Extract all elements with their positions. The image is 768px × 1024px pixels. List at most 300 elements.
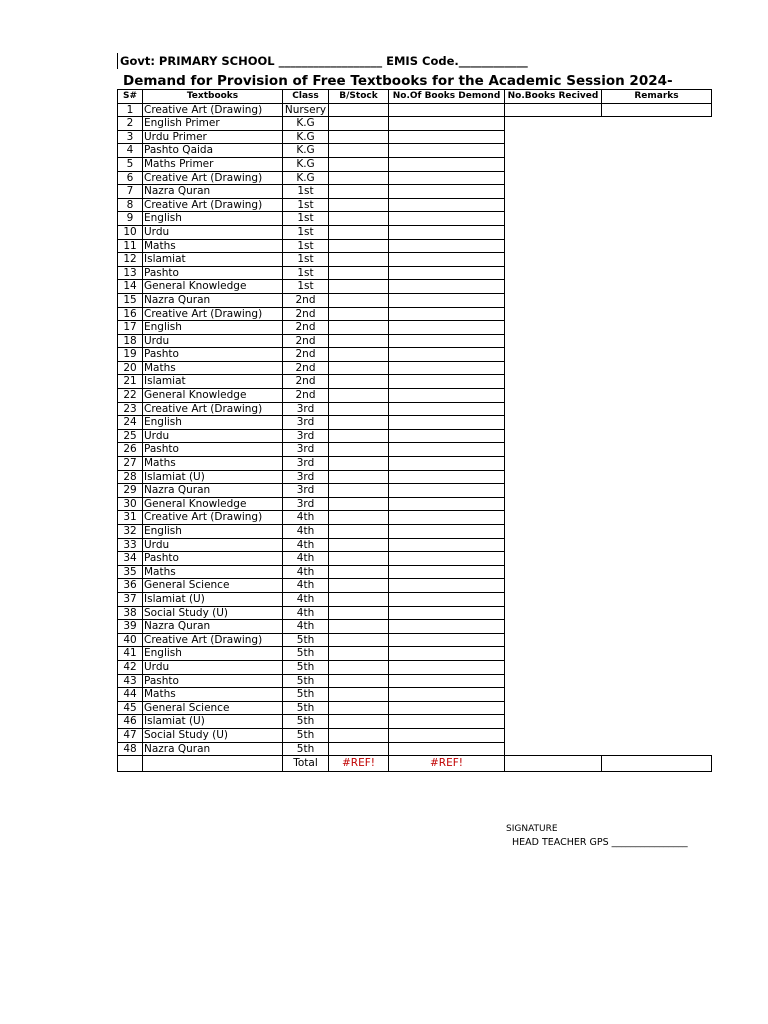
- col-header-textbooks: Textbooks: [143, 90, 283, 104]
- row-demand-cell[interactable]: [389, 647, 505, 661]
- row-demand-cell[interactable]: [389, 103, 505, 117]
- row-received-cell[interactable]: [505, 117, 602, 131]
- row-demand-cell[interactable]: [389, 307, 505, 321]
- row-received-cell[interactable]: [505, 171, 602, 185]
- table-row: [118, 470, 712, 484]
- row-remarks-cell[interactable]: [602, 497, 712, 511]
- table-row: [118, 457, 712, 471]
- row-received-cell[interactable]: [505, 443, 602, 457]
- row-bstock-cell[interactable]: [329, 361, 389, 375]
- row-bstock-cell[interactable]: [329, 185, 389, 199]
- row-bstock-cell[interactable]: [329, 144, 389, 158]
- textbook-demand-table: [117, 89, 712, 772]
- row-class: 4th: [283, 511, 329, 525]
- row-class: Nursery: [283, 103, 329, 117]
- row-received-cell[interactable]: [505, 361, 602, 375]
- row-demand-cell[interactable]: [389, 525, 505, 539]
- row-class: 1st: [283, 239, 329, 253]
- row-received-cell[interactable]: [505, 389, 602, 403]
- row-bstock-cell[interactable]: [329, 212, 389, 226]
- row-class: 1st: [283, 212, 329, 226]
- row-demand-cell[interactable]: [389, 198, 505, 212]
- row-textbook: Creative Art (Drawing): [143, 198, 283, 212]
- row-sn: 14: [118, 280, 143, 294]
- row-received-cell[interactable]: [505, 579, 602, 593]
- table-row: [118, 130, 712, 144]
- row-sn: 16: [118, 307, 143, 321]
- row-textbook: Maths: [143, 361, 283, 375]
- row-remarks-cell[interactable]: [602, 728, 712, 742]
- table-row: [118, 606, 712, 620]
- row-demand-cell[interactable]: [389, 130, 505, 144]
- row-received-cell[interactable]: [505, 592, 602, 606]
- row-remarks-cell[interactable]: [602, 633, 712, 647]
- row-bstock-cell[interactable]: [329, 130, 389, 144]
- row-received-cell[interactable]: [505, 225, 602, 239]
- row-remarks-cell[interactable]: [602, 266, 712, 280]
- row-remarks-cell[interactable]: [602, 688, 712, 702]
- row-demand-cell[interactable]: [389, 470, 505, 484]
- row-demand-cell[interactable]: [389, 416, 505, 430]
- row-class: 4th: [283, 606, 329, 620]
- row-bstock-cell[interactable]: [329, 416, 389, 430]
- row-received-cell[interactable]: [505, 253, 602, 267]
- row-remarks-cell[interactable]: [602, 307, 712, 321]
- row-bstock-cell[interactable]: [329, 470, 389, 484]
- row-class: 5th: [283, 701, 329, 715]
- row-class: 5th: [283, 647, 329, 661]
- row-bstock-cell[interactable]: [329, 253, 389, 267]
- table-row: [118, 389, 712, 403]
- row-sn: 47: [118, 728, 143, 742]
- row-bstock-cell[interactable]: [329, 171, 389, 185]
- row-received-cell[interactable]: [505, 715, 602, 729]
- table-row: [118, 239, 712, 253]
- row-class: 1st: [283, 198, 329, 212]
- row-received-cell[interactable]: [505, 742, 602, 756]
- table-row: [118, 701, 712, 715]
- row-class: 3rd: [283, 470, 329, 484]
- row-remarks-cell[interactable]: [602, 443, 712, 457]
- row-demand-cell[interactable]: [389, 565, 505, 579]
- row-class: 1st: [283, 185, 329, 199]
- row-bstock-cell[interactable]: [329, 293, 389, 307]
- row-class: 3rd: [283, 484, 329, 498]
- row-bstock-cell[interactable]: [329, 307, 389, 321]
- row-sn: 44: [118, 688, 143, 702]
- row-class: 5th: [283, 674, 329, 688]
- row-sn: 3: [118, 130, 143, 144]
- row-received-cell[interactable]: [505, 633, 602, 647]
- row-demand-cell[interactable]: [389, 633, 505, 647]
- total-row: [118, 756, 712, 772]
- row-demand-cell[interactable]: [389, 538, 505, 552]
- row-bstock-cell[interactable]: [329, 525, 389, 539]
- row-demand-cell[interactable]: [389, 348, 505, 362]
- table-row: [118, 117, 712, 131]
- row-demand-cell[interactable]: [389, 552, 505, 566]
- row-received-cell[interactable]: [505, 525, 602, 539]
- row-received-cell[interactable]: [505, 239, 602, 253]
- row-remarks-cell[interactable]: [602, 348, 712, 362]
- row-textbook: Urdu: [143, 225, 283, 239]
- row-received-cell[interactable]: [505, 130, 602, 144]
- table-row: [118, 225, 712, 239]
- form-title: Demand for Provision of Free Textbooks for the Academic Session 2024-: [123, 73, 673, 89]
- total-bstock-cell[interactable]: #REF!: [329, 756, 389, 772]
- row-demand-cell[interactable]: [389, 280, 505, 294]
- row-remarks-cell[interactable]: [602, 606, 712, 620]
- row-received-cell[interactable]: [505, 511, 602, 525]
- table-row: [118, 538, 712, 552]
- row-bstock-cell[interactable]: [329, 239, 389, 253]
- row-received-cell[interactable]: [505, 728, 602, 742]
- row-bstock-cell[interactable]: [329, 280, 389, 294]
- col-header-received: No.Books Recived: [505, 90, 602, 104]
- row-demand-cell[interactable]: [389, 579, 505, 593]
- total-demand-cell[interactable]: #REF!: [389, 756, 505, 772]
- row-bstock-cell[interactable]: [329, 443, 389, 457]
- row-demand-cell[interactable]: [389, 620, 505, 634]
- table-row: [118, 157, 712, 171]
- row-bstock-cell[interactable]: [329, 484, 389, 498]
- total-received-cell[interactable]: [505, 756, 602, 772]
- row-demand-cell[interactable]: [389, 715, 505, 729]
- row-sn: 38: [118, 606, 143, 620]
- row-received-cell[interactable]: [505, 701, 602, 715]
- row-sn: 34: [118, 552, 143, 566]
- row-demand-cell[interactable]: [389, 742, 505, 756]
- row-bstock-cell[interactable]: [329, 579, 389, 593]
- row-remarks-cell[interactable]: [602, 538, 712, 552]
- signature-label: SIGNATURE: [506, 824, 558, 834]
- row-sn: 25: [118, 429, 143, 443]
- table-row: [118, 565, 712, 579]
- row-demand-cell[interactable]: [389, 212, 505, 226]
- row-remarks-cell[interactable]: [602, 253, 712, 267]
- col-header-class: Class: [283, 90, 329, 104]
- row-remarks-cell[interactable]: [602, 280, 712, 294]
- row-class: 3rd: [283, 402, 329, 416]
- row-bstock-cell[interactable]: [329, 592, 389, 606]
- row-class: 5th: [283, 742, 329, 756]
- row-demand-cell[interactable]: [389, 185, 505, 199]
- row-bstock-cell[interactable]: [329, 225, 389, 239]
- row-sn: 37: [118, 592, 143, 606]
- row-class: 2nd: [283, 293, 329, 307]
- row-bstock-cell[interactable]: [329, 389, 389, 403]
- row-bstock-cell[interactable]: [329, 321, 389, 335]
- row-bstock-cell[interactable]: [329, 497, 389, 511]
- row-sn: 11: [118, 239, 143, 253]
- row-sn: 10: [118, 225, 143, 239]
- row-demand-cell[interactable]: [389, 157, 505, 171]
- row-remarks-cell[interactable]: [602, 375, 712, 389]
- row-sn: 29: [118, 484, 143, 498]
- row-received-cell[interactable]: [505, 307, 602, 321]
- row-sn: 23: [118, 402, 143, 416]
- table-row: [118, 171, 712, 185]
- row-class: K.G: [283, 144, 329, 158]
- row-received-cell[interactable]: [505, 416, 602, 430]
- col-header-bstock: B/Stock: [329, 90, 389, 104]
- row-received-cell[interactable]: [505, 660, 602, 674]
- table-row: [118, 103, 712, 117]
- row-remarks-cell[interactable]: [602, 103, 712, 117]
- row-bstock-cell[interactable]: [329, 198, 389, 212]
- row-received-cell[interactable]: [505, 538, 602, 552]
- row-bstock-cell[interactable]: [329, 429, 389, 443]
- table-row: [118, 402, 712, 416]
- row-bstock-cell[interactable]: [329, 157, 389, 171]
- row-textbook: Pashto: [143, 348, 283, 362]
- row-remarks-cell[interactable]: [602, 701, 712, 715]
- row-bstock-cell[interactable]: [329, 728, 389, 742]
- row-demand-cell[interactable]: [389, 361, 505, 375]
- row-received-cell[interactable]: [505, 280, 602, 294]
- row-demand-cell[interactable]: [389, 334, 505, 348]
- row-bstock-cell[interactable]: [329, 620, 389, 634]
- row-demand-cell[interactable]: [389, 253, 505, 267]
- row-remarks-cell[interactable]: [602, 525, 712, 539]
- row-received-cell[interactable]: [505, 321, 602, 335]
- row-textbook: Social Study (U): [143, 728, 283, 742]
- row-demand-cell[interactable]: [389, 144, 505, 158]
- row-bstock-cell[interactable]: [329, 742, 389, 756]
- row-remarks-cell[interactable]: [602, 402, 712, 416]
- row-remarks-cell[interactable]: [602, 361, 712, 375]
- row-bstock-cell[interactable]: [329, 375, 389, 389]
- row-remarks-cell[interactable]: [602, 198, 712, 212]
- row-remarks-cell[interactable]: [602, 674, 712, 688]
- row-bstock-cell[interactable]: [329, 606, 389, 620]
- row-class: 3rd: [283, 497, 329, 511]
- table-row: [118, 715, 712, 729]
- table-row: [118, 525, 712, 539]
- row-remarks-cell[interactable]: [602, 660, 712, 674]
- row-bstock-cell[interactable]: [329, 348, 389, 362]
- row-class: 4th: [283, 579, 329, 593]
- row-textbook: Creative Art (Drawing): [143, 511, 283, 525]
- row-textbook: Creative Art (Drawing): [143, 103, 283, 117]
- row-class: 4th: [283, 565, 329, 579]
- row-remarks-cell[interactable]: [602, 389, 712, 403]
- row-textbook: Nazra Quran: [143, 484, 283, 498]
- row-demand-cell[interactable]: [389, 728, 505, 742]
- row-demand-cell[interactable]: [389, 293, 505, 307]
- row-bstock-cell[interactable]: [329, 688, 389, 702]
- row-textbook: Creative Art (Drawing): [143, 307, 283, 321]
- row-class: 4th: [283, 525, 329, 539]
- row-bstock-cell[interactable]: [329, 117, 389, 131]
- row-remarks-cell[interactable]: [602, 470, 712, 484]
- row-remarks-cell[interactable]: [602, 117, 712, 131]
- row-bstock-cell[interactable]: [329, 647, 389, 661]
- row-remarks-cell[interactable]: [602, 212, 712, 226]
- total-sn-cell: [118, 756, 143, 772]
- total-remarks-cell[interactable]: [602, 756, 712, 772]
- table-row: [118, 633, 712, 647]
- row-received-cell[interactable]: [505, 375, 602, 389]
- row-remarks-cell[interactable]: [602, 592, 712, 606]
- row-received-cell[interactable]: [505, 484, 602, 498]
- row-received-cell[interactable]: [505, 185, 602, 199]
- row-bstock-cell[interactable]: [329, 633, 389, 647]
- row-bstock-cell[interactable]: [329, 715, 389, 729]
- table-row: [118, 321, 712, 335]
- row-sn: 8: [118, 198, 143, 212]
- row-remarks-cell[interactable]: [602, 715, 712, 729]
- row-remarks-cell[interactable]: [602, 620, 712, 634]
- row-remarks-cell[interactable]: [602, 565, 712, 579]
- row-class: 1st: [283, 280, 329, 294]
- row-received-cell[interactable]: [505, 402, 602, 416]
- row-remarks-cell[interactable]: [602, 429, 712, 443]
- table-row: [118, 579, 712, 593]
- table-header-row: [118, 90, 712, 104]
- row-textbook: Pashto Qaida: [143, 144, 283, 158]
- row-textbook: Nazra Quran: [143, 620, 283, 634]
- row-bstock-cell[interactable]: [329, 511, 389, 525]
- row-received-cell[interactable]: [505, 552, 602, 566]
- row-demand-cell[interactable]: [389, 375, 505, 389]
- row-remarks-cell[interactable]: [602, 144, 712, 158]
- table-row: [118, 728, 712, 742]
- row-bstock-cell[interactable]: [329, 334, 389, 348]
- row-demand-cell[interactable]: [389, 321, 505, 335]
- row-remarks-cell[interactable]: [602, 239, 712, 253]
- row-remarks-cell[interactable]: [602, 511, 712, 525]
- row-class: K.G: [283, 117, 329, 131]
- row-bstock-cell[interactable]: [329, 701, 389, 715]
- row-sn: 32: [118, 525, 143, 539]
- table-row: [118, 280, 712, 294]
- row-demand-cell[interactable]: [389, 592, 505, 606]
- row-received-cell[interactable]: [505, 674, 602, 688]
- col-header-remarks: Remarks: [602, 90, 712, 104]
- row-demand-cell[interactable]: [389, 239, 505, 253]
- row-textbook: Creative Art (Drawing): [143, 402, 283, 416]
- row-demand-cell[interactable]: [389, 660, 505, 674]
- row-remarks-cell[interactable]: [602, 416, 712, 430]
- row-bstock-cell[interactable]: [329, 538, 389, 552]
- row-sn: 21: [118, 375, 143, 389]
- row-demand-cell[interactable]: [389, 688, 505, 702]
- row-textbook: Creative Art (Drawing): [143, 171, 283, 185]
- row-sn: 28: [118, 470, 143, 484]
- row-demand-cell[interactable]: [389, 606, 505, 620]
- row-received-cell[interactable]: [505, 470, 602, 484]
- row-received-cell[interactable]: [505, 266, 602, 280]
- row-bstock-cell[interactable]: [329, 266, 389, 280]
- row-demand-cell[interactable]: [389, 511, 505, 525]
- row-remarks-cell[interactable]: [602, 130, 712, 144]
- row-demand-cell[interactable]: [389, 402, 505, 416]
- row-sn: 41: [118, 647, 143, 661]
- row-sn: 39: [118, 620, 143, 634]
- row-remarks-cell[interactable]: [602, 321, 712, 335]
- row-demand-cell[interactable]: [389, 389, 505, 403]
- row-received-cell[interactable]: [505, 293, 602, 307]
- row-demand-cell[interactable]: [389, 117, 505, 131]
- row-class: 1st: [283, 225, 329, 239]
- row-textbook: Urdu: [143, 660, 283, 674]
- row-bstock-cell[interactable]: [329, 402, 389, 416]
- table-row: [118, 348, 712, 362]
- table-row: [118, 375, 712, 389]
- row-bstock-cell[interactable]: [329, 457, 389, 471]
- row-sn: 15: [118, 293, 143, 307]
- row-remarks-cell[interactable]: [602, 225, 712, 239]
- row-received-cell[interactable]: [505, 157, 602, 171]
- row-received-cell[interactable]: [505, 688, 602, 702]
- row-received-cell[interactable]: [505, 348, 602, 362]
- row-class: 2nd: [283, 321, 329, 335]
- row-bstock-cell[interactable]: [329, 660, 389, 674]
- row-demand-cell[interactable]: [389, 497, 505, 511]
- row-remarks-cell[interactable]: [602, 579, 712, 593]
- row-bstock-cell[interactable]: [329, 103, 389, 117]
- row-bstock-cell[interactable]: [329, 552, 389, 566]
- row-remarks-cell[interactable]: [602, 334, 712, 348]
- row-received-cell[interactable]: [505, 647, 602, 661]
- row-demand-cell[interactable]: [389, 674, 505, 688]
- row-sn: 48: [118, 742, 143, 756]
- row-received-cell[interactable]: [505, 198, 602, 212]
- row-received-cell[interactable]: [505, 144, 602, 158]
- row-textbook: Nazra Quran: [143, 185, 283, 199]
- row-received-cell[interactable]: [505, 334, 602, 348]
- row-textbook: Urdu Primer: [143, 130, 283, 144]
- row-demand-cell[interactable]: [389, 457, 505, 471]
- row-received-cell[interactable]: [505, 429, 602, 443]
- row-received-cell[interactable]: [505, 606, 602, 620]
- row-textbook: Maths: [143, 239, 283, 253]
- row-remarks-cell[interactable]: [602, 457, 712, 471]
- row-remarks-cell[interactable]: [602, 742, 712, 756]
- row-demand-cell[interactable]: [389, 701, 505, 715]
- row-bstock-cell[interactable]: [329, 565, 389, 579]
- row-received-cell[interactable]: [505, 565, 602, 579]
- row-sn: 45: [118, 701, 143, 715]
- row-demand-cell[interactable]: [389, 266, 505, 280]
- row-remarks-cell[interactable]: [602, 484, 712, 498]
- row-received-cell[interactable]: [505, 212, 602, 226]
- row-demand-cell[interactable]: [389, 443, 505, 457]
- row-remarks-cell[interactable]: [602, 171, 712, 185]
- row-textbook: Maths: [143, 688, 283, 702]
- row-demand-cell[interactable]: [389, 171, 505, 185]
- row-textbook: General Knowledge: [143, 389, 283, 403]
- row-class: 5th: [283, 688, 329, 702]
- row-remarks-cell[interactable]: [602, 157, 712, 171]
- row-remarks-cell[interactable]: [602, 552, 712, 566]
- row-remarks-cell[interactable]: [602, 185, 712, 199]
- row-demand-cell[interactable]: [389, 429, 505, 443]
- row-textbook: Creative Art (Drawing): [143, 633, 283, 647]
- row-sn: 36: [118, 579, 143, 593]
- row-remarks-cell[interactable]: [602, 293, 712, 307]
- row-received-cell[interactable]: [505, 457, 602, 471]
- row-class: 3rd: [283, 443, 329, 457]
- row-demand-cell[interactable]: [389, 484, 505, 498]
- row-bstock-cell[interactable]: [329, 674, 389, 688]
- row-received-cell[interactable]: [505, 103, 602, 117]
- row-remarks-cell[interactable]: [602, 647, 712, 661]
- row-received-cell[interactable]: [505, 620, 602, 634]
- row-received-cell[interactable]: [505, 497, 602, 511]
- row-demand-cell[interactable]: [389, 225, 505, 239]
